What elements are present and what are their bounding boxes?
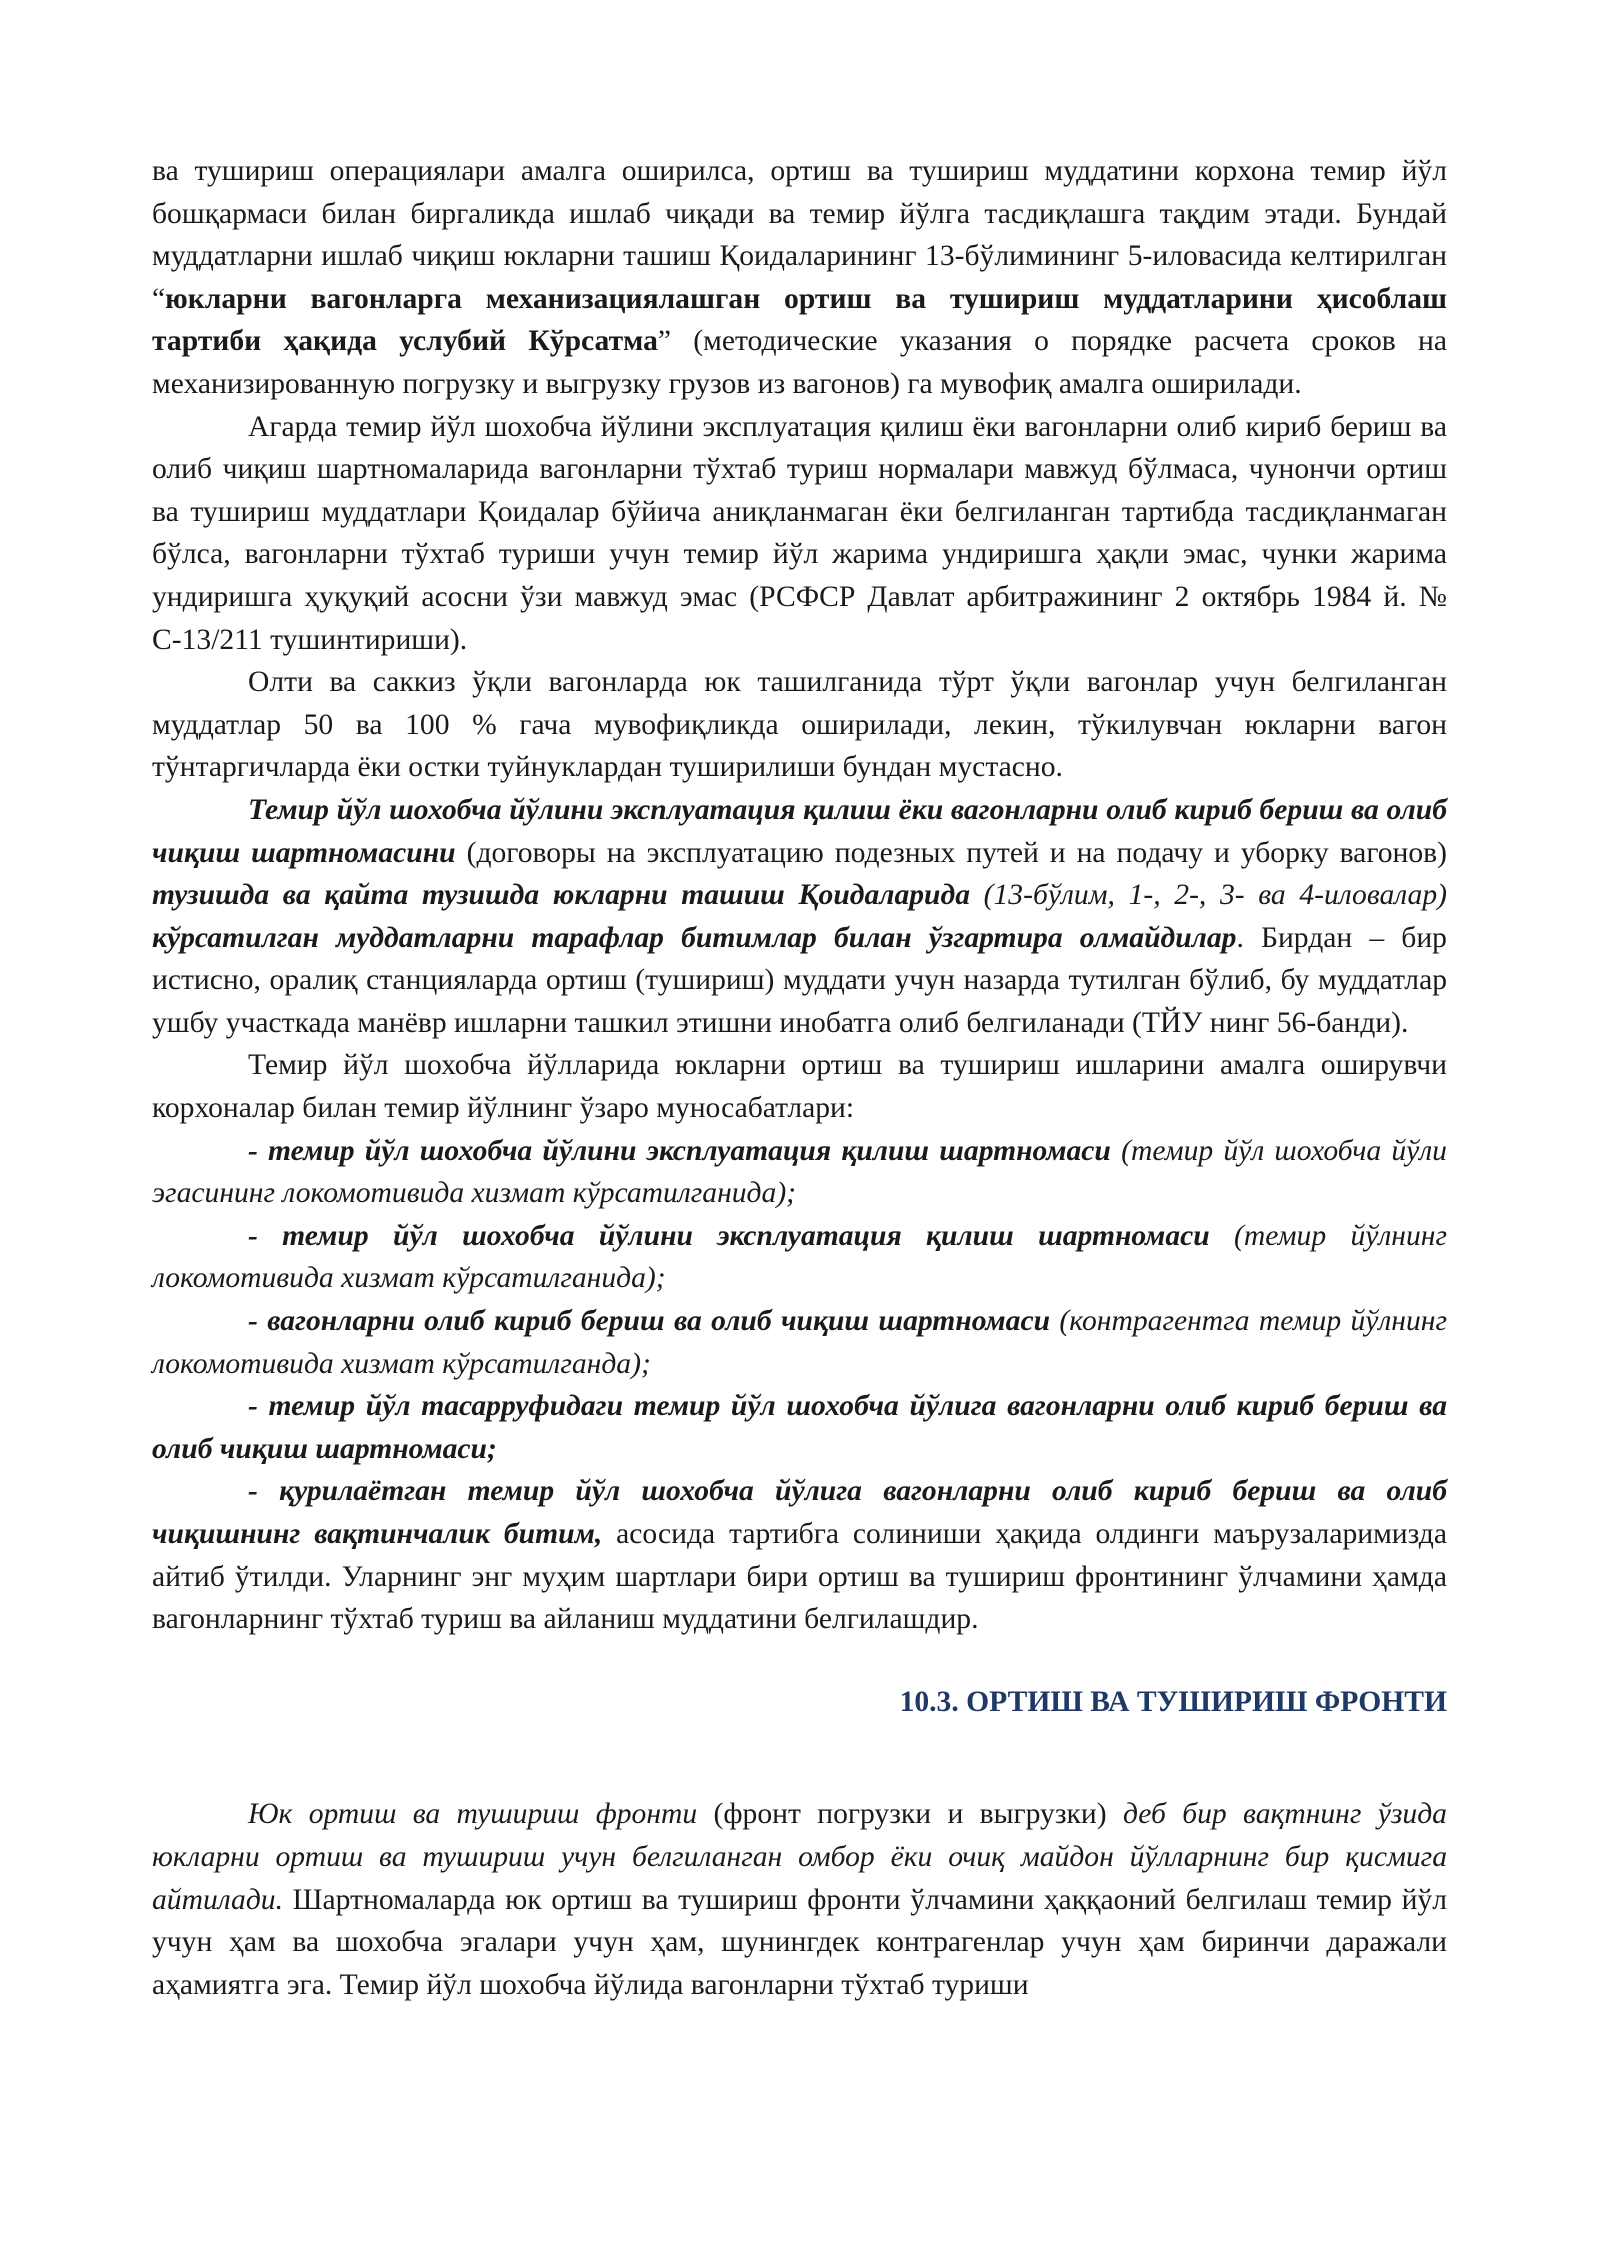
list-item-note: (темир йўлнинг локомотивида хизмат кўрсатилганида); [152, 1219, 1447, 1295]
paragraph-4-bold-italic-3: кўрсатилган муддатларни тарафлар битимлар билан ўзгартира олмайдилар [152, 921, 1237, 954]
list-item-title: - вагонларни олиб кириб бериш ва олиб чиқиш шартномаси [248, 1305, 1051, 1338]
paragraph-1-text-end: ” (методические указания о порядке расчета сроков на механизированную погрузку и выгрузку грузов из вагонов) га мувофиқ амалга оширилади. [152, 325, 1447, 400]
paragraph-3: Олти ва саккиз ўқли вагонларда юк ташилганида тўрт ўқли вагонлар учун белгиланган муддатлар 50 ва 100 % гача мувофиқликда оширилади, лекин, тўкилувчан юкларни вагон тўнтаргичларда ёки остки туйнуклардан туширилиши бундан мустасно. [152, 666, 1447, 784]
paragraph-6-text: асосида тартибга солиниши ҳақида олдинги маърузаларимизда айтиб ўтилди. Уларнинг энг муҳим шартлари бири ортиш ва тушириш фронтининг ўлчамини ҳамда вагонларнинг тўхтаб туриш ва айланиш муддатини белгилашдир. [152, 1518, 1447, 1636]
paragraph-4-bold-italic-1: Темир йўл шохобча йўлини эксплуатация қилиш ёки вагонларни олиб кириб бериш ва олиб чиқиш шартномасини [152, 793, 1447, 869]
list-item [152, 1300, 1447, 1385]
paragraph-7-text-2: Шартномаларда юк ортиш ва тушириш фронти ўлчамини ҳаққаоний белгилаш темир йўл учун ҳам ва шохобча эгалари учун ҳам, шунингдек контрагенлар учун ҳам биринчи даражали аҳамиятга эга. Темир йўл шохобча йўлида вагонларни тўхтаб туриши [152, 1883, 1447, 2001]
list-item [152, 1215, 1447, 1300]
paragraph-7 [152, 1793, 1447, 2006]
paragraph-5: Темир йўл шохобча йўлларида юкларни ортиш ва тушириш ишларини амалга оширувчи корхоналар билан темир йўлнинг ўзаро муносабатлари: [152, 1049, 1447, 1125]
paragraph-6 [152, 1470, 1447, 1640]
paragraph-4-text-2: . Бирдан – бир истисно, оралиқ станцияларда ортиш (тушириш) муддати учун назарда тутилган бўлиб, бу муддатлар ушбу участкада манёвр ишларни ташкил этишни инобатга олиб белгиланади (ТЙУ нинг 56-банди). [152, 921, 1447, 1039]
paragraph-1 [152, 150, 1447, 406]
list-item-title: - темир йўл шохобча йўлини эксплуатация қилиш шартномаси [248, 1134, 1111, 1167]
list-item [152, 1385, 1447, 1470]
paragraph-7-text-1: (фронт погрузки и выгрузки) [697, 1798, 1123, 1831]
list-item-title: - темир йўл шохобча йўлини эксплуатация қилиш шартномаси [248, 1219, 1210, 1252]
paragraph-4 [152, 789, 1447, 1045]
list-item-note: (контрагентга темир йўлнинг локомотивида хизмат кўрсатилганда); [152, 1305, 1448, 1380]
list-item [152, 1130, 1447, 1215]
paragraph-1-bold-title: юкларни вагонларга механизациялашган ортиш ва тушириш муддатларини ҳисоблаш тартиби ҳақида услубий Кўрсатма [152, 282, 1447, 358]
section-heading: 10.3. ОРТИШ ВА ТУШИРИШ ФРОНТИ [899, 1685, 1447, 1718]
paragraph-4-bold-italic-2: тузишда ва қайта тузишда юкларни ташиш Қоидаларида [152, 879, 970, 912]
paragraph-2: Агарда темир йўл шохобча йўлини эксплуатация қилиш ёки вагонларни олиб кириб бериш ва олиб чиқиш шартномаларида вагонларни тўхтаб туриш нормалари мавжуд бўлмаса, чунончи ортиш ва тушириш муддатлари Қоидалар бўйича аниқланмаган ёки белгиланган тартибда тасдиқланмаган бўлса, вагонларни тўхтаб туриши учун темир йўл жарима ундиришга ҳақли эмас, чунки жарима ундиришга ҳуқуқий асосни ўзи мавжуд эмас (РСФСР Давлат арбитражининг 2 октябрь 1984 й. № С-13/211 тушинтириши). [152, 410, 1447, 656]
paragraph-7-italic-1: Юк ортиш ва тушириш фронти [248, 1798, 698, 1831]
list-item-note: (темир йўл шохобча йўли эгасининг локомотивида хизмат кўрсатилганида); [152, 1134, 1447, 1210]
list-item-title: - темир йўл тасарруфидаги темир йўл шохобча йўлига вагонларни олиб кириб бериш ва олиб чиқиш шартномаси; [152, 1390, 1447, 1465]
paragraph-7-italic-2: деб бир вақтнинг ўзида юкларни ортиш ва тушириш учун белгиланган омбор ёки очиқ майдон йўлларнинг бир қисмига айтилади. [152, 1798, 1447, 1916]
paragraph-1-text-start: ва тушириш операциялари амалга оширилса, ортиш ва тушириш муддатини корхона темир йўл бошқармаси билан биргаликда ишлаб чиқади ва темир йўлга тасдиқлашга тақдим этади. Бундай муддатларни ишлаб чиқиш юкларни ташиш Қоидаларининг 13-бўлимининг 5-иловасида келтирилган “ [152, 155, 1447, 315]
document-page [152, 150, 1447, 2006]
paragraph-4-text-1: (договоры на эксплуатацию подезных путей и на подачу и уборку вагонов) [455, 836, 1447, 869]
paragraph-6-bold-italic: - қурилаётган темир йўл шохобча йўлига вагонларни олиб кириб бериш ва олиб чиқишнинг вақтинчалик битим, [152, 1475, 1447, 1550]
paragraph-4-italic: (13-бўлим, 1-, 2-, 3- ва 4-иловалар) [970, 879, 1447, 912]
